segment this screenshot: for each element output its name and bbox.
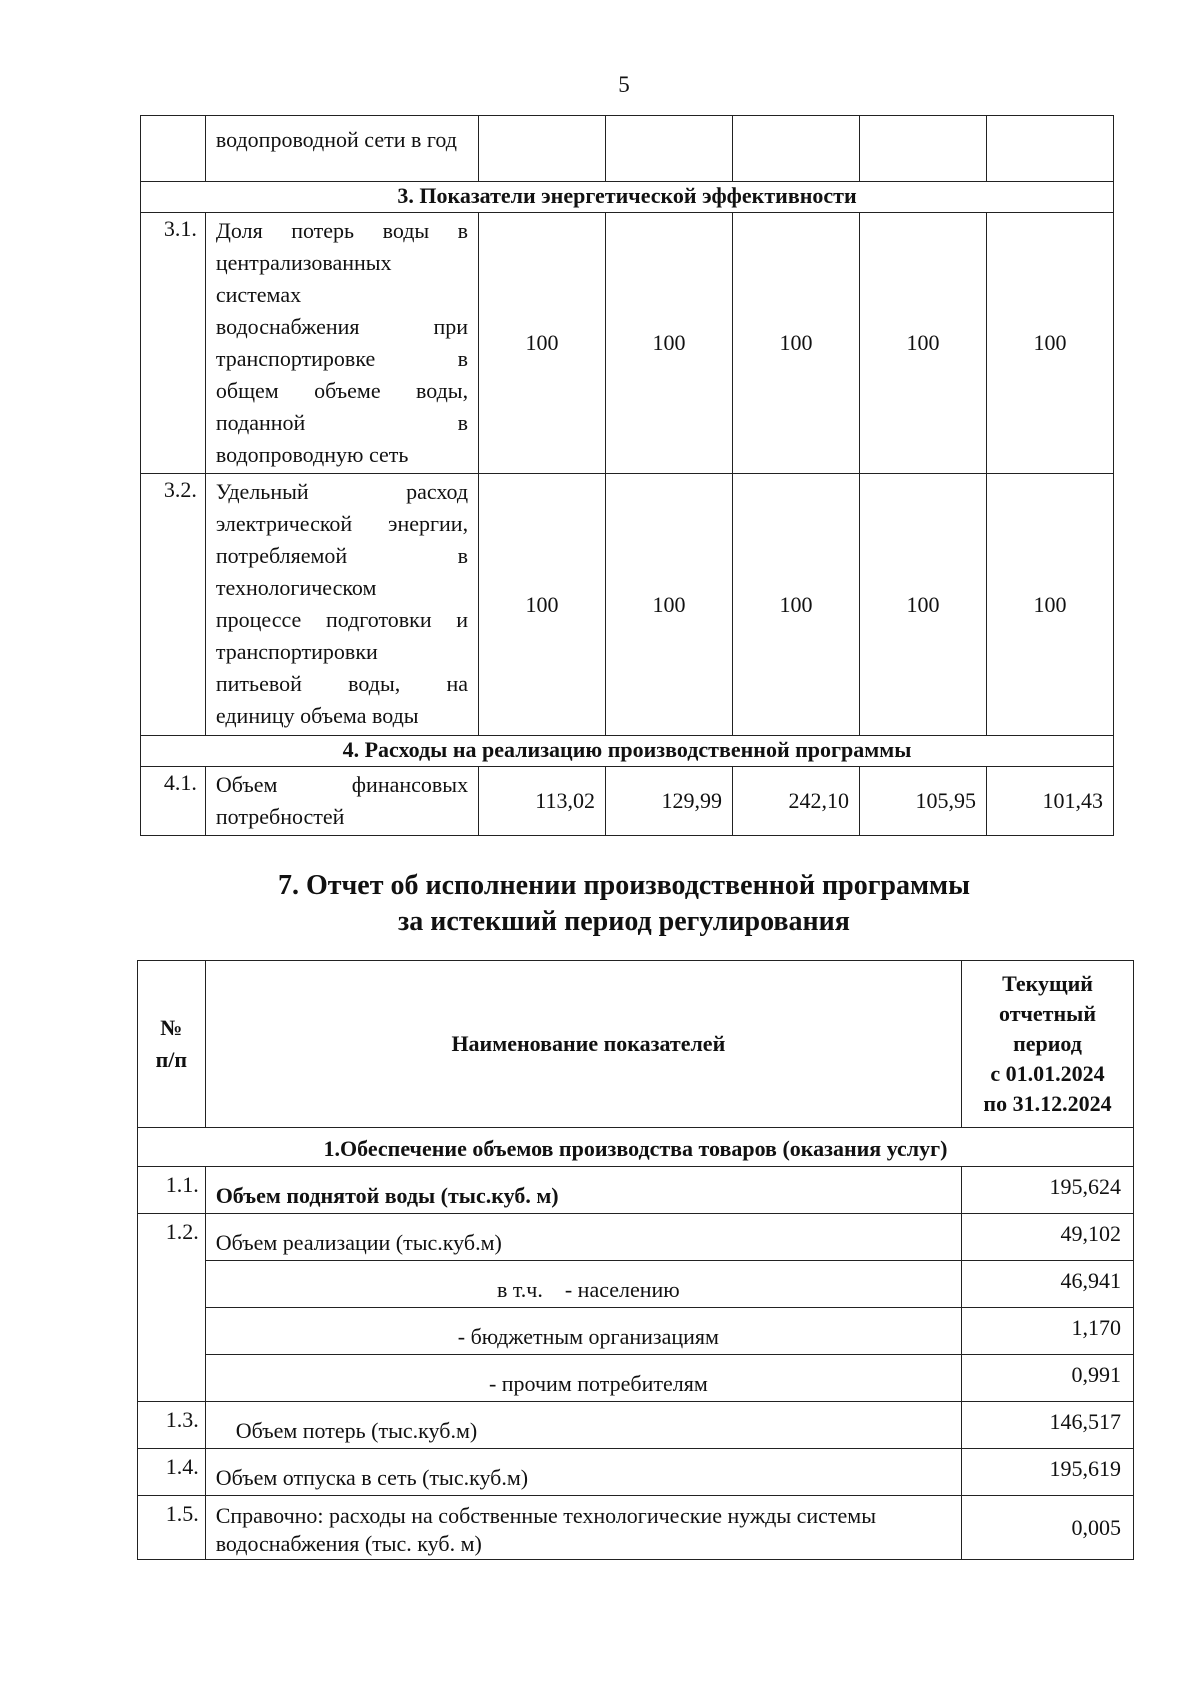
- value-cell: 100: [732, 213, 859, 474]
- name-line: потребляемой в: [215, 543, 469, 568]
- value-cell: 1,170: [962, 1308, 1134, 1355]
- name-line: единицу объема воды: [215, 703, 419, 728]
- value-cell: 100: [479, 213, 606, 474]
- value-cell: 46,941: [962, 1261, 1134, 1308]
- value-cell: 0,991: [962, 1355, 1134, 1402]
- period-header: [962, 961, 1134, 1128]
- row-number: 4.1.: [141, 767, 206, 836]
- row-number: 1.1.: [138, 1167, 206, 1214]
- name-line: Удельный расход: [215, 479, 469, 504]
- name-line: водоснабжения при: [215, 314, 469, 339]
- name-line: транспортировке в: [215, 346, 469, 371]
- indicator-name: - прочим потребителям: [205, 1355, 961, 1402]
- value-cell: 101,43: [986, 767, 1113, 836]
- indicator-header: Наименование показателей: [205, 961, 961, 1128]
- header-row: [138, 961, 1134, 1128]
- value-cell: 100: [986, 474, 1113, 736]
- value-cell: 105,95: [859, 767, 986, 836]
- row-number: 3.1.: [141, 213, 206, 474]
- value-cell: 242,10: [732, 767, 859, 836]
- indicator-name-cell: [205, 116, 478, 182]
- production-program-table-continued: [140, 115, 1114, 836]
- section-title: 4. Расходы на реализацию производственной программы: [141, 736, 1114, 767]
- name-line: Доля потерь воды в: [215, 218, 469, 243]
- table-row: [138, 1308, 1134, 1355]
- number-header: [138, 961, 206, 1128]
- indicator-name-cell: [205, 213, 478, 474]
- indicator-name: Объем потерь (тыс.куб.м): [205, 1402, 961, 1449]
- value-cell: 100: [859, 213, 986, 474]
- value-cell: 100: [605, 213, 732, 474]
- heading-line: 7. Отчет об исполнении производственной программы: [277, 870, 970, 901]
- name-line: потребностей: [215, 804, 345, 829]
- value-cell: 129,99: [605, 767, 732, 836]
- table-row: [141, 474, 1114, 736]
- value-cell: 100: [986, 213, 1113, 474]
- value-cell: [479, 116, 606, 182]
- name-line: водопроводную сеть: [215, 442, 409, 467]
- period-header-line: период: [1013, 1031, 1082, 1056]
- indicator-name-line: водоснабжения (тыс. куб. м): [215, 1530, 482, 1556]
- value-cell: 100: [859, 474, 986, 736]
- indicator-name: водопроводной сети в год: [215, 127, 457, 152]
- name-line: общем объеме воды,: [215, 378, 469, 403]
- value-cell: 49,102: [962, 1214, 1134, 1261]
- name-line: поданной в: [215, 410, 469, 435]
- table-row: [138, 1261, 1134, 1308]
- indicator-name-line: Справочно: расходы на собственные технологические нужды системы: [215, 1502, 877, 1528]
- value-cell: 146,517: [962, 1402, 1134, 1449]
- name-line: централизованных: [215, 250, 392, 275]
- table-row: [138, 1167, 1134, 1214]
- value-cell: 100: [732, 474, 859, 736]
- table-row: [138, 1449, 1134, 1496]
- name-line: системах: [215, 282, 302, 307]
- value-cell: [732, 116, 859, 182]
- indicator-name-cell: [205, 767, 478, 836]
- program-execution-report-table: [137, 960, 1134, 1560]
- row-number: 1.4.: [138, 1449, 206, 1496]
- table-row: [138, 1355, 1134, 1402]
- table-row: [138, 1214, 1134, 1261]
- table-row: [141, 116, 1114, 182]
- name-line: электрической энергии,: [215, 511, 469, 536]
- number-header-line: №: [160, 1015, 183, 1040]
- value-cell: [605, 116, 732, 182]
- name-line: транспортировки: [215, 639, 378, 664]
- table-row: [141, 767, 1114, 836]
- name-line: питьевой воды, на: [215, 671, 469, 696]
- section-title: 1.Обеспечение объемов производства товаров (оказания услуг): [138, 1128, 1134, 1167]
- name-line: технологическом: [215, 575, 377, 600]
- value-cell: 0,005: [962, 1496, 1134, 1560]
- indicator-name: в т.ч. - населению: [205, 1261, 961, 1308]
- name-line: Объем финансовых: [215, 772, 469, 797]
- indicator-name-cell: [205, 1496, 961, 1560]
- table-row: [138, 1402, 1134, 1449]
- row-number: 3.2.: [141, 474, 206, 736]
- page-number: 5: [618, 72, 630, 97]
- value-cell: 100: [479, 474, 606, 736]
- indicator-name: Объем поднятой воды (тыс.куб. м): [205, 1167, 961, 1214]
- value-cell: 100: [605, 474, 732, 736]
- row-number: 1.5.: [138, 1496, 206, 1560]
- period-header-line: Текущий: [1002, 971, 1093, 996]
- table-row: [141, 213, 1114, 474]
- value-cell: [859, 116, 986, 182]
- value-cell: 195,624: [962, 1167, 1134, 1214]
- section-title: 3. Показатели энергетической эффективности: [141, 182, 1114, 213]
- heading-line: за истекший период регулирования: [398, 906, 850, 937]
- number-header-line: п/п: [155, 1047, 188, 1072]
- row-number-cell: [141, 116, 206, 182]
- period-header-line: с 01.01.2024: [990, 1061, 1105, 1086]
- section-heading: [0, 868, 1200, 940]
- row-number: 1.2.: [138, 1214, 206, 1402]
- indicator-name: Объем реализации (тыс.куб.м): [205, 1214, 961, 1261]
- section-row: [138, 1128, 1134, 1167]
- indicator-name: Объем отпуска в сеть (тыс.куб.м): [205, 1449, 961, 1496]
- name-line: процессе подготовки и: [215, 607, 469, 632]
- period-header-line: отчетный: [998, 1001, 1097, 1026]
- section-row: [141, 736, 1114, 767]
- row-number: 1.3.: [138, 1402, 206, 1449]
- period-header-line: по 31.12.2024: [983, 1091, 1112, 1116]
- value-cell: 113,02: [479, 767, 606, 836]
- table-row: [138, 1496, 1134, 1560]
- section-row: [141, 182, 1114, 213]
- indicator-name-cell: [205, 474, 478, 736]
- value-cell: [986, 116, 1113, 182]
- indicator-name: - бюджетным организациям: [205, 1308, 961, 1355]
- value-cell: 195,619: [962, 1449, 1134, 1496]
